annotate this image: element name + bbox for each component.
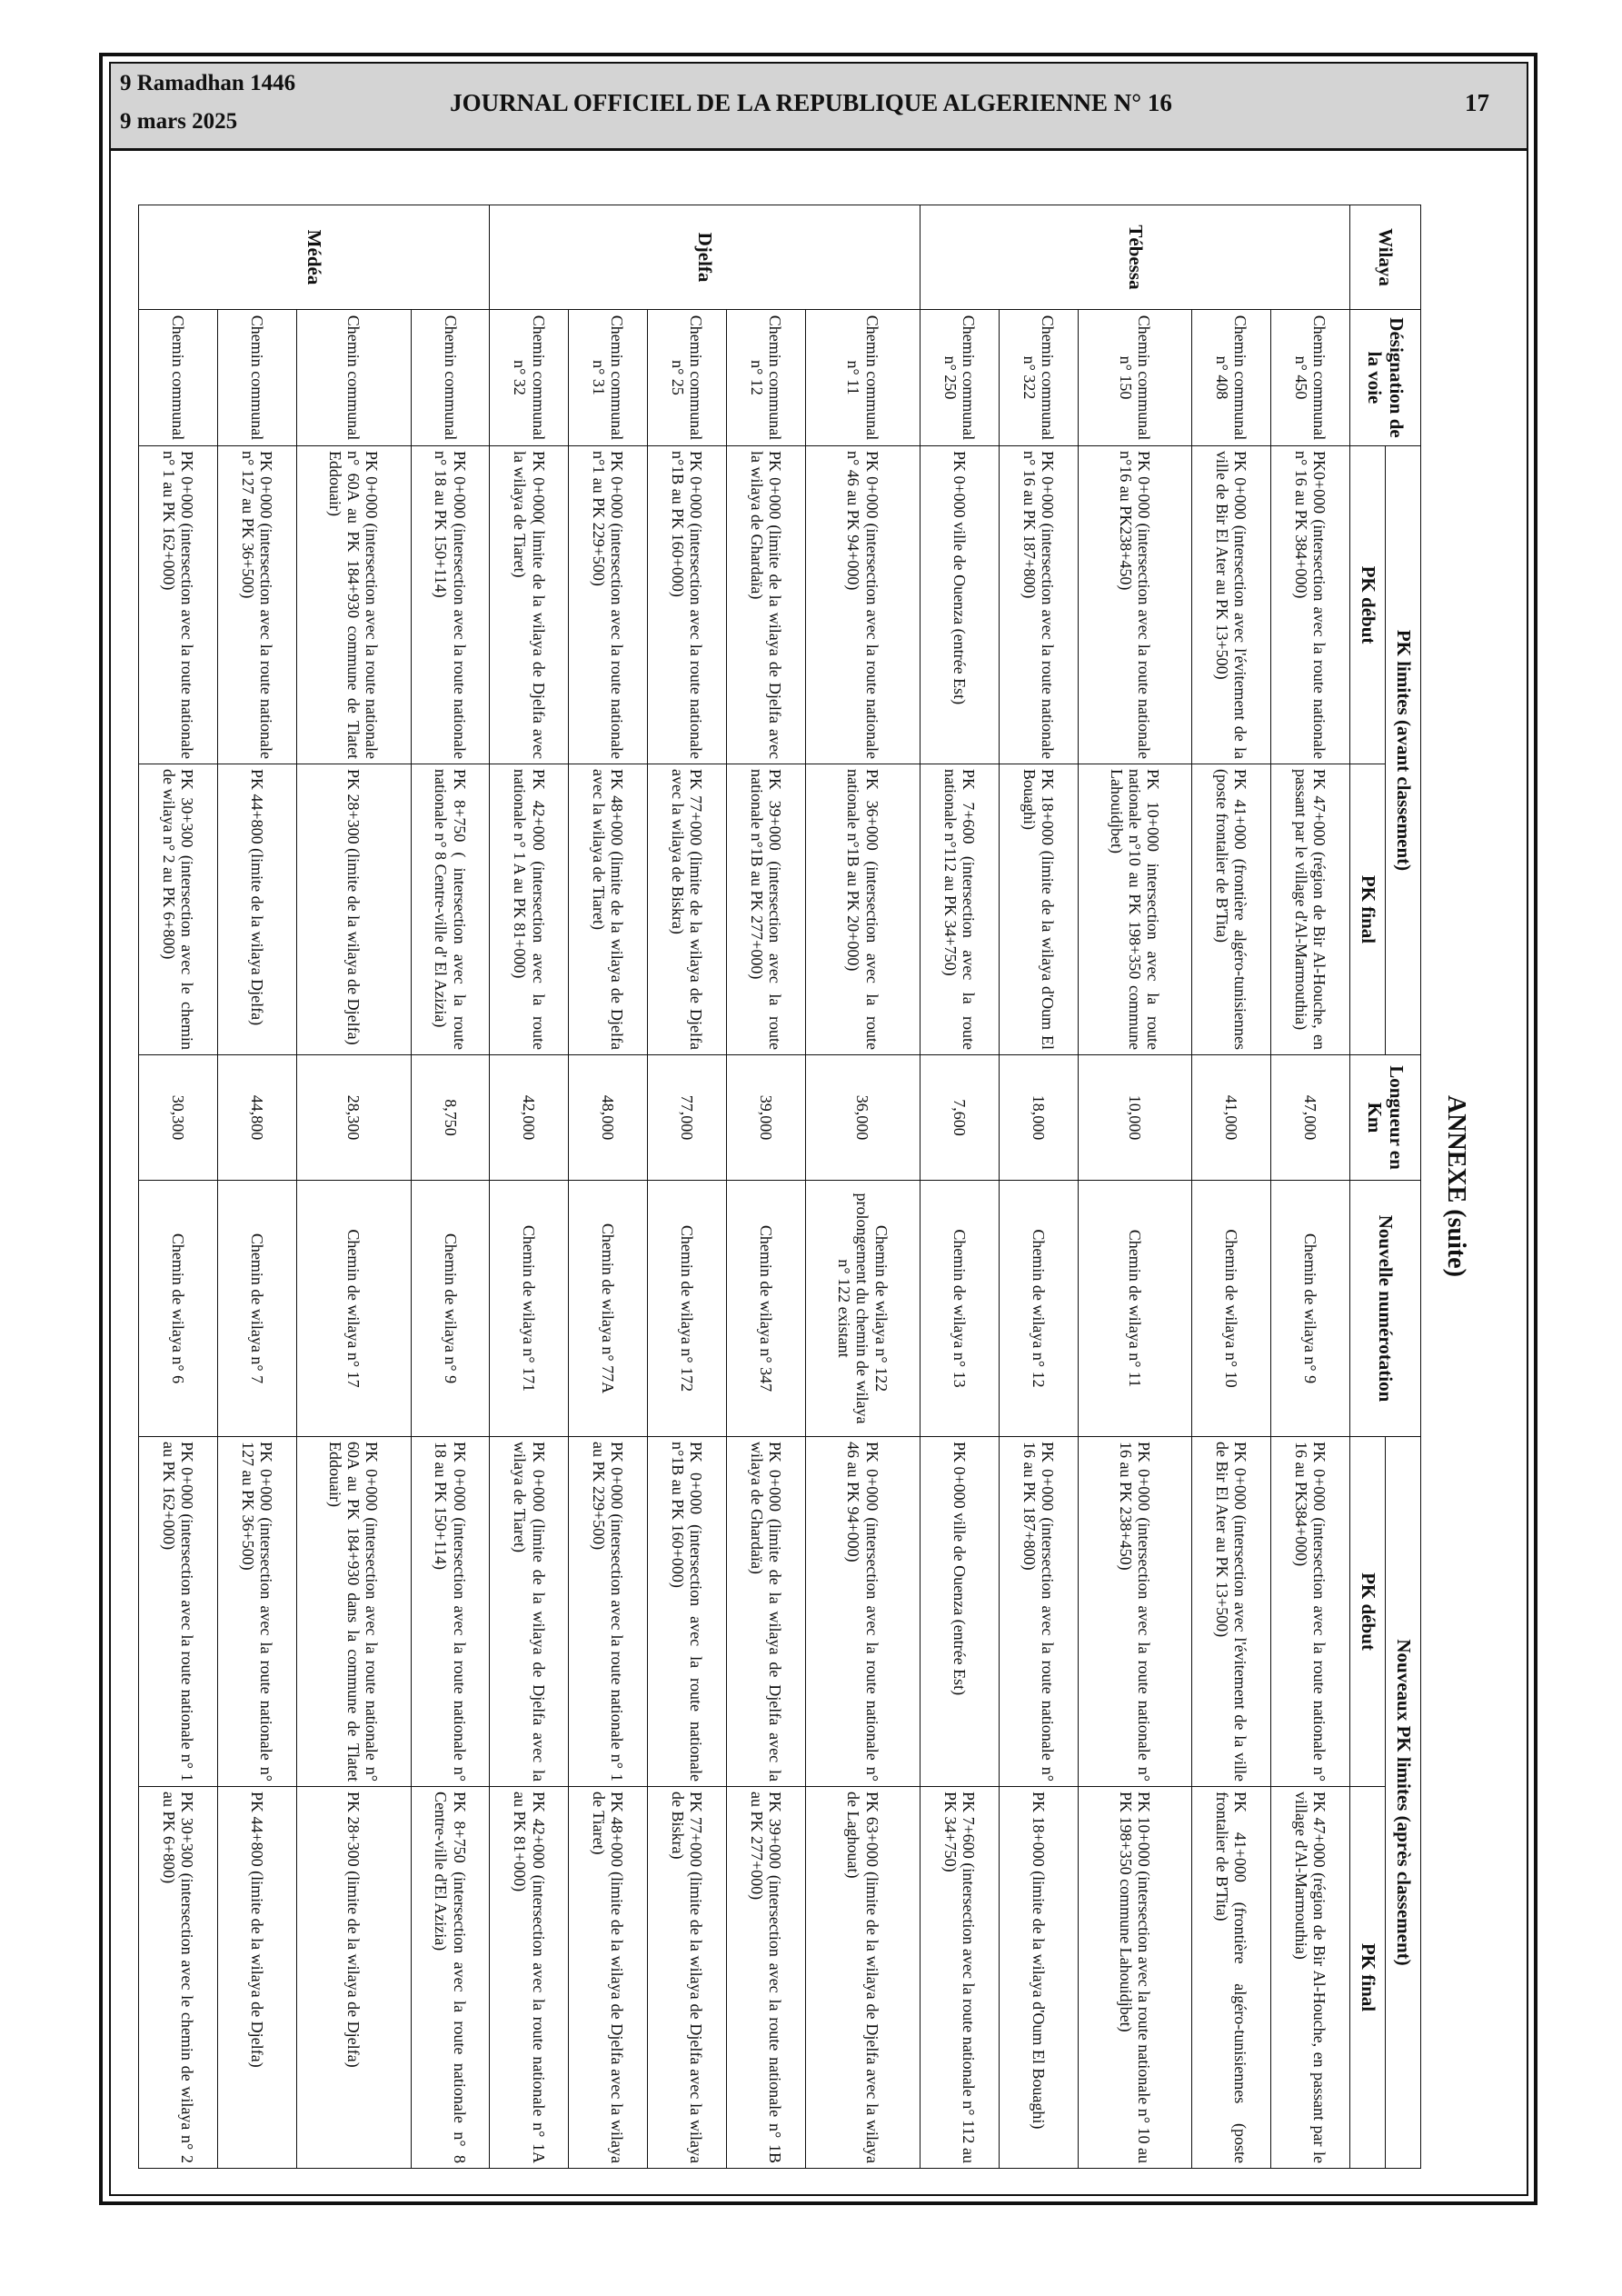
new-number-cell: Chemin de wilaya n° 9	[1271, 1181, 1350, 1437]
pk-final-cell: PK 10+000 intersection avec la route nationale n°10 au PK 198+350 commune Lahouidjbet)	[1078, 764, 1192, 1055]
pk-final-cell: PK 18+000 (limite de la wilaya d'Oum El Bouaghi)	[999, 764, 1078, 1055]
new-pk-final-cell: PK 8+750 (intersection avec la route nationale n° 8 Centre-ville d'El Azizia)	[411, 1787, 490, 2169]
length-cell: 7,600	[920, 1055, 999, 1181]
pk-debut-cell: PK 0+000 (intersection avec la route nationale n°16 au PK238+450)	[1078, 446, 1192, 764]
table-row	[1271, 205, 1350, 2169]
designation-cell: Chemin communal n° 450	[1271, 310, 1350, 446]
header-date-gregorian: 9 mars 2025	[120, 109, 238, 134]
pk-debut-cell: PK 0+000 (intersection avec la route nationale n° 16 au PK 187+800)	[999, 446, 1078, 764]
pk-debut-cell: PK 0+000 (intersection avec la route nationale n°1B au PK 160+000)	[648, 446, 727, 764]
pk-final-cell: PK 7+600 (intersection avec la route nationale n°112 au PK 34+750)	[920, 764, 999, 1055]
new-pk-final-cell: PK 7+600 (intersection avec la route nationale n° 112 au PK 34+750)	[920, 1787, 999, 2169]
pk-debut-cell: PK 0+000 (intersection avec l'évitement de la ville de Bir El Ater au PK 13+500)	[1192, 446, 1271, 764]
pk-final-cell: PK 48+000 (limite de la wilaya de Djelfa avec la wilaya de Tiaret)	[569, 764, 648, 1055]
new-number-cell: Chemin de wilaya n° 9	[411, 1181, 490, 1437]
pk-debut-cell: PK 0+000 (intersection avec la route nationale n°1 au PK 229+500)	[569, 446, 648, 764]
designation-cell: Chemin communal n° 12	[727, 310, 806, 446]
new-pk-final-cell: PK 18+000 (limite de la wilaya d'Oum El Bouaghi)	[999, 1787, 1078, 2169]
new-pk-final-cell: PK 30+300 (intersection avec le chemin de wilaya n° 2 au PK 6+800)	[139, 1787, 218, 2169]
new-pk-debut-cell: PK 0+000 (intersection avec la route nationale n° 1 au PK 162+000)	[139, 1437, 218, 1787]
table-row	[999, 205, 1078, 2169]
wilaya-cell: Médéa	[139, 205, 490, 310]
new-pk-final-cell: PK 44+800 (limite de la wilaya de Djelfa)	[218, 1787, 297, 2169]
new-number-cell: Chemin de wilaya n° 172	[648, 1181, 727, 1437]
pk-debut-cell: PK 0+000 (intersection avec la route nationale n° 127 au PK 36+500)	[218, 446, 297, 764]
pk-final-cell: PK 28+300 (limite de la wilaya de Djelfa)	[296, 764, 411, 1055]
designation-cell: Chemin communal n° 31	[569, 310, 648, 446]
pk-debut-cell: PK 0+000 (intersection avec la route nationale n° 1 au PK 162+000)	[139, 446, 218, 764]
length-cell: 18,000	[999, 1055, 1078, 1181]
designation-cell: Chemin communal n° 408	[1192, 310, 1271, 446]
designation-cell: Chemin communal n° 11	[806, 310, 920, 446]
new-pk-debut-cell: PK 0+000 (intersection avec la route nationale n° 127 au PK 36+500)	[218, 1437, 297, 1787]
length-cell: 28,300	[296, 1055, 411, 1181]
pk-final-cell: PK 42+000 (intersection avec la route nationale n° 1 A au PK 81+000)	[490, 764, 569, 1055]
table-row	[1078, 205, 1192, 2169]
length-cell: 47,000	[1271, 1055, 1350, 1181]
designation-cell: Chemin communal n° 25	[648, 310, 727, 446]
designation-cell: Chemin communal	[218, 310, 297, 446]
table-row	[218, 205, 297, 2169]
col-wilaya: Wilaya	[1350, 205, 1421, 310]
new-pk-debut-cell: PK 0+000 ville de Ouenza (entrée Est)	[920, 1437, 999, 1787]
new-pk-debut-cell: PK 0+000 (intersection avec la route nationale n° 46 au PK 94+000)	[806, 1437, 920, 1787]
length-cell: 8,750	[411, 1055, 490, 1181]
table-row	[648, 205, 727, 2169]
pk-debut-cell: PK 0+000 (intersection avec la route nationale n° 60A au PK 184+930 commune de Tlatet Eddouair)	[296, 446, 411, 764]
length-cell: 77,000	[648, 1055, 727, 1181]
length-cell: 30,300	[139, 1055, 218, 1181]
rotated-annex	[134, 205, 1483, 2168]
pk-final-cell: PK 41+000 (frontière algéro-tunisiennes (poste frontalier de B'Tita)	[1192, 764, 1271, 1055]
new-pk-final-cell: PK 63+000 (limite de la wilaya de Djelfa avec la wilaya de Laghouat)	[806, 1787, 920, 2169]
pk-debut-cell: PK 0+000 (intersection avec la route nationale n° 18 au PK 150+114)	[411, 446, 490, 764]
table-row	[569, 205, 648, 2169]
table-row	[1192, 205, 1271, 2169]
pk-final-cell: PK 47+000 (région de Bir Al-Houche, en passant par le village d'Al-Marmouthia)	[1271, 764, 1350, 1055]
table-row	[411, 205, 490, 2169]
table-row	[139, 205, 218, 2169]
new-pk-final-cell: PK 39+000 (intersection avec la route nationale n° 1B au PK 277+000)	[727, 1787, 806, 2169]
new-number-cell: Chemin de wilaya n° 347	[727, 1181, 806, 1437]
new-pk-debut-cell: PK 0+000 (intersection avec l'évitement de la ville de Bir El Ater au PK 13+500)	[1192, 1437, 1271, 1787]
col-designation: Désignation de la voie	[1350, 310, 1421, 446]
new-pk-debut-cell: PK 0+000 (limite de la wilaya de Djelfa avec la wilaya de Ghardaïa)	[727, 1437, 806, 1787]
designation-cell: Chemin communal n° 250	[920, 310, 999, 446]
table-row	[806, 205, 920, 2169]
new-number-cell: Chemin de wilaya n° 10	[1192, 1181, 1271, 1437]
pk-final-cell: PK 8+750 ( intersection avec la route nationale n° 8 Centre-ville d' El Azizia)	[411, 764, 490, 1055]
new-pk-final-cell: PK 10+000 (intersection avec la route nationale n° 10 au PK 198+350 commune Lahouidjbet)	[1078, 1787, 1192, 2169]
new-number-cell: Chemin de wilaya n° 11	[1078, 1181, 1192, 1437]
col-length: Longueur en Km	[1350, 1055, 1421, 1181]
new-pk-debut-cell: PK 0+000 (intersection avec la route nationale n° 16 au PK 238+450)	[1078, 1437, 1192, 1787]
col-pk-final: PK final	[1350, 764, 1386, 1055]
designation-cell: Chemin communal n° 32	[490, 310, 569, 446]
pk-final-cell: PK 44+800 (limite de la wilaya Djelfa)	[218, 764, 297, 1055]
wilaya-cell: Tébessa	[920, 205, 1349, 310]
new-number-cell: Chemin de wilaya n° 17	[296, 1181, 411, 1437]
col-pk-debut: PK début	[1350, 446, 1386, 764]
wilaya-cell: Djelfa	[490, 205, 920, 310]
col-pk-before: PK limites (avant classement)	[1386, 446, 1421, 1055]
pk-final-cell: PK 36+000 (intersection avec la route nationale n°1B au PK 20+000)	[806, 764, 920, 1055]
pk-debut-cell: PK 0+000 ville de Ouenza (entrée Est)	[920, 446, 999, 764]
length-cell: 36,000	[806, 1055, 920, 1181]
designation-cell: Chemin communal	[411, 310, 490, 446]
pk-final-cell: PK 39+000 (intersection avec la route nationale n°1B au PK 277+000)	[727, 764, 806, 1055]
table-row	[727, 205, 806, 2169]
col-pk-final-new: PK final	[1350, 1787, 1386, 2169]
pk-final-cell: PK 77+000 (limite de la wilaya de Djelfa avec la wilaya de Biskra)	[648, 764, 727, 1055]
new-pk-debut-cell: PK 0+000 (intersection avec la route nationale n°1B au PK 160+000)	[648, 1437, 727, 1787]
length-cell: 44,800	[218, 1055, 297, 1181]
new-number-cell: Chemin de wilaya n° 122 prolongement du chemin de wilaya n° 122 existant	[806, 1181, 920, 1437]
table-row	[296, 205, 411, 2169]
col-pk-debut-new: PK début	[1350, 1437, 1386, 1787]
pk-debut-cell: PK0+000 (intersection avec la route nationale n° 16 au PK 384+000)	[1271, 446, 1350, 764]
pk-debut-cell: PK 0+000 (limite de la wilaya de Djelfa avec la wilaya de Ghardaïa)	[727, 446, 806, 764]
new-number-cell: Chemin de wilaya n° 13	[920, 1181, 999, 1437]
new-pk-final-cell: PK 77+000 (limite de la wilaya de Djelfa avec la wilaya de Biskra)	[648, 1787, 727, 2169]
designation-cell: Chemin communal n° 322	[999, 310, 1078, 446]
new-pk-debut-cell: PK 0+000 (intersection avec la route nationale n° 16 au PK384+000)	[1271, 1437, 1350, 1787]
new-pk-final-cell: PK 47+000 (région de Bir Al-Houche, en passant par le village d'Al-Marmouthia)	[1271, 1787, 1350, 2169]
pk-debut-cell: PK 0+000 (intersection avec la route nationale n° 46 au PK 94+000)	[806, 446, 920, 764]
header-date-hijri: 9 Ramadhan 1446	[120, 71, 296, 95]
page-number: 17	[1465, 89, 1489, 116]
length-cell: 41,000	[1192, 1055, 1271, 1181]
new-number-cell: Chemin de wilaya n° 6	[139, 1181, 218, 1437]
table-row	[490, 205, 569, 2169]
new-pk-final-cell: PK 41+000 (frontière algéro-tunisiennes (poste frontalier de B'Tita)	[1192, 1787, 1271, 2169]
table-row	[920, 205, 999, 2169]
new-pk-final-cell: PK 48+000 (limite de la wilaya de Djelfa avec la wilaya de Tiaret)	[569, 1787, 648, 2169]
journal-title: JOURNAL OFFICIEL DE LA REPUBLIQUE ALGERIENNE N° 16	[450, 89, 1172, 116]
new-number-cell: Chemin de wilaya n° 77A	[569, 1181, 648, 1437]
length-cell: 10,000	[1078, 1055, 1192, 1181]
col-new-number: Nouvelle numérotation	[1350, 1181, 1421, 1437]
new-pk-final-cell: PK 28+300 (limite de la wilaya de Djelfa)	[296, 1787, 411, 2169]
designation-cell: Chemin communal	[296, 310, 411, 446]
pk-debut-cell: PK 0+000( limite de la wilaya de Djelfa avec la wilaya de Tiaret)	[490, 446, 569, 764]
length-cell: 48,000	[569, 1055, 648, 1181]
new-pk-debut-cell: PK 0+000 (intersection avec la route nationale n° 18 au PK 150+114)	[411, 1437, 490, 1787]
col-pk-after: Nouveaux PK limites (après classement)	[1386, 1437, 1421, 2169]
length-cell: 42,000	[490, 1055, 569, 1181]
new-number-cell: Chemin de wilaya n° 7	[218, 1181, 297, 1437]
new-pk-debut-cell: PK 0+000 (intersection avec la route nationale n° 16 au PK 187+800)	[999, 1437, 1078, 1787]
designation-cell: Chemin communal	[139, 310, 218, 446]
new-pk-final-cell: PK 42+000 (intersection avec la route nationale n° 1A au PK 81+000)	[490, 1787, 569, 2169]
annex-title: ANNEXE (suite)	[1442, 1095, 1470, 1277]
new-pk-debut-cell: PK 0+000 (limite de la wilaya de Djelfa avec la wilaya de Tiaret)	[490, 1437, 569, 1787]
length-cell: 39,000	[727, 1055, 806, 1181]
designation-cell: Chemin communal n° 150	[1078, 310, 1192, 446]
new-number-cell: Chemin de wilaya n° 12	[999, 1181, 1078, 1437]
new-number-cell: Chemin de wilaya n° 171	[490, 1181, 569, 1437]
pk-final-cell: PK 30+300 (intersection avec le chemin de wilaya n° 2 au PK 6+800)	[139, 764, 218, 1055]
new-pk-debut-cell: PK 0+000 (intersection avec la route nationale n° 60A au PK 184+930 dans la commune de Tlatet Eddouair)	[296, 1437, 411, 1787]
new-pk-debut-cell: PK 0+000 (intersection avec la route nationale n° 1 au PK 229+500)	[569, 1437, 648, 1787]
annex-table	[138, 205, 1421, 2169]
